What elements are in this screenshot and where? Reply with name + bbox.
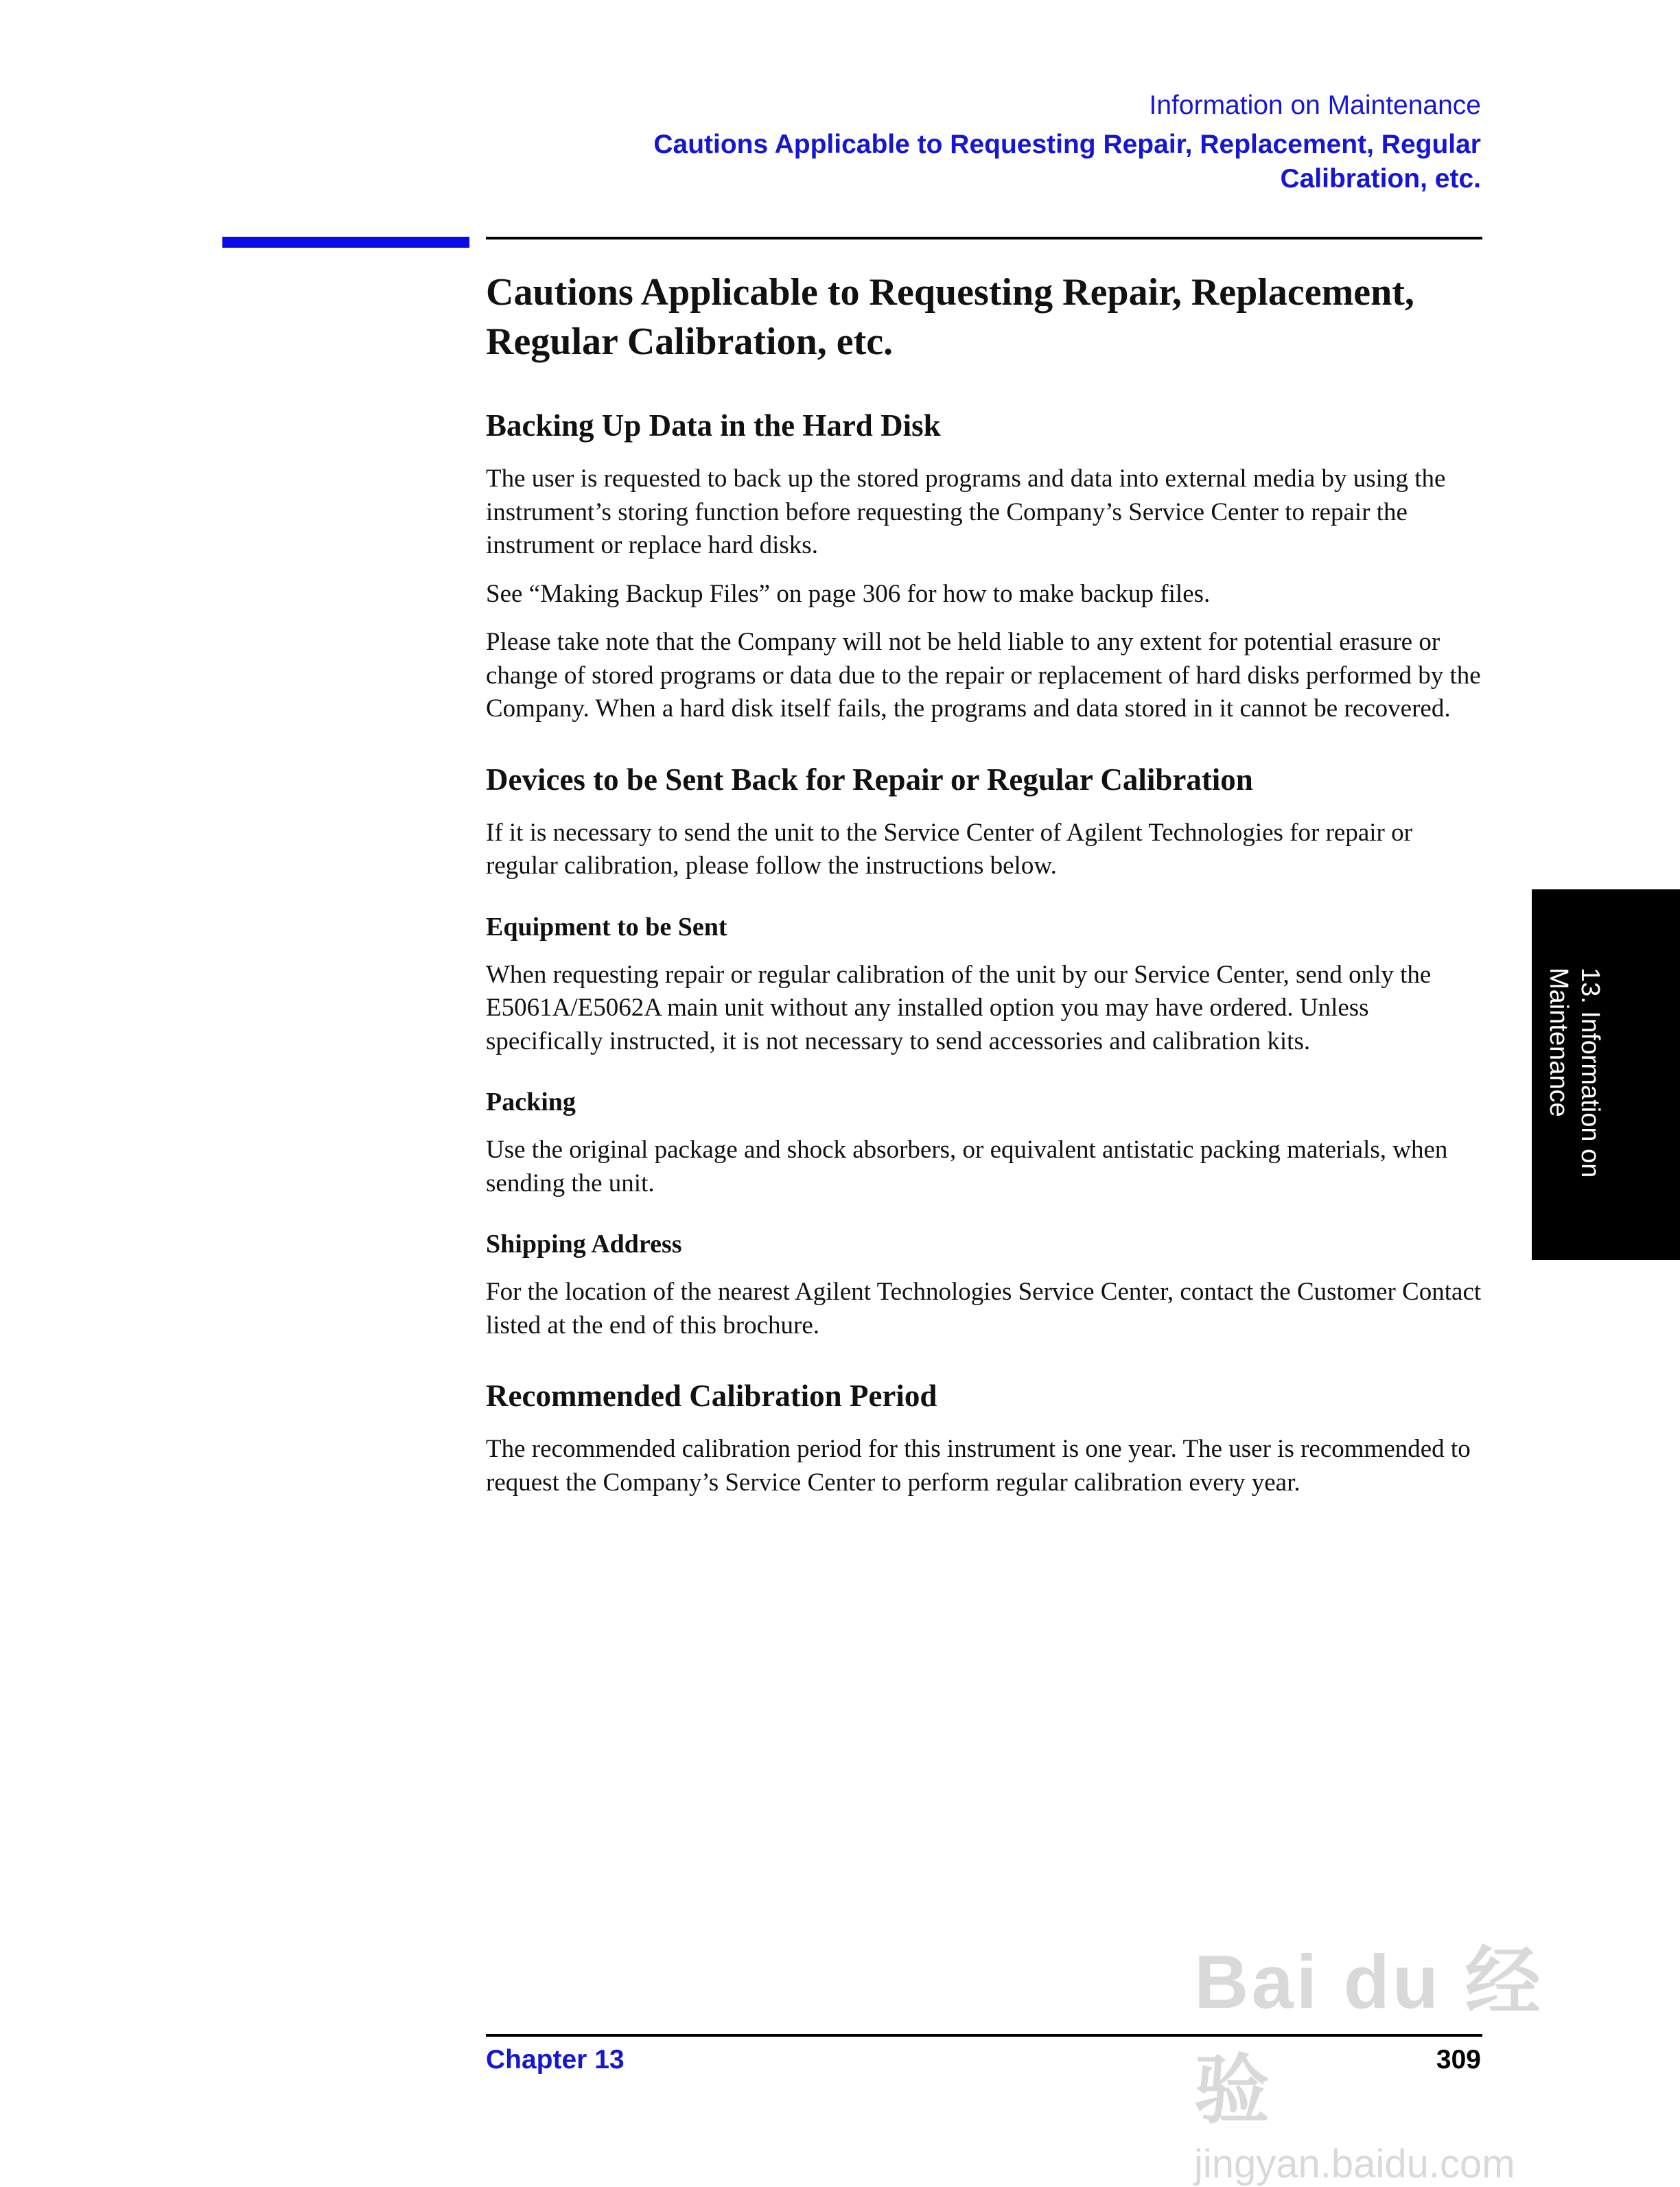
paragraph: If it is necessary to send the unit to the Service Center of Agilent Technologies for repair or regular calibration, please follow the instructions below. xyxy=(486,818,1412,880)
paragraph: Please take note that the Company will not be held liable to any extent for potential erasure or change of stored programs or data due to the repair or replacement of hard disks performed by the Company. When a hard disk itself fails, the programs and data stored in it cannot be recovered. xyxy=(486,628,1481,723)
page-title: Cautions Applicable to Requesting Repair, Replacement, Regular Calibration, etc. xyxy=(486,271,1414,363)
paragraph: The recommended calibration period for this instrument is one year. The user is recommended to request the Company’s Service Center to perform regular calibration every year. xyxy=(486,1435,1471,1497)
subsection-heading: Shipping Address xyxy=(486,1230,682,1259)
side-tab-line: Maintenance xyxy=(1544,968,1573,1117)
section-devices xyxy=(486,760,1488,1343)
section-backup xyxy=(486,406,1488,726)
paragraph: The user is requested to back up the stored programs and data into external media by using the instrument’s storing function before requesting the Company’s Service Center to repair the instrument or replace hard disks. xyxy=(486,465,1446,559)
running-header-title: Cautions Applicable to Requesting Repair, Replacement, Regular Calibration, etc. xyxy=(653,130,1481,194)
section-calibration-period xyxy=(486,1377,1488,1499)
paragraph: See “Making Backup Files” on page 306 for how to make backup files. xyxy=(486,579,1211,608)
running-header-section: Information on Maintenance xyxy=(1149,91,1481,120)
page-number: 309 xyxy=(1436,2045,1481,2074)
paragraph: When requesting repair or regular calibration of the unit by our Service Center, send only the E5061A/E5062A main unit without any installed option you may have ordered. Unless specifically instructed, it is not necessary to send accessories and calibration kits. xyxy=(486,960,1432,1055)
side-tab-line: 13. Information on xyxy=(1576,968,1605,1178)
section-heading: Devices to be Sent Back for Repair or Regular Calibration xyxy=(486,762,1253,797)
watermark-url: jingyan.baidu.com xyxy=(1194,2142,1515,2186)
paragraph: Use the original package and shock absorbers, or equivalent antistatic packing materials, when sending the unit. xyxy=(486,1136,1448,1197)
subsection-heading: Equipment to be Sent xyxy=(486,912,727,942)
chapter-side-tab-label xyxy=(1543,968,1606,1178)
subsection-heading: Packing xyxy=(486,1088,576,1116)
section-heading: Backing Up Data in the Hard Disk xyxy=(486,408,941,443)
main-content xyxy=(486,268,1488,1534)
header-accent-bar xyxy=(222,237,469,248)
paragraph: For the location of the nearest Agilent Technologies Service Center, contact the Customer Contact listed at the end of this brochure. xyxy=(486,1278,1482,1340)
footer-chapter: Chapter 13 xyxy=(486,2045,625,2074)
section-heading: Recommended Calibration Period xyxy=(486,1379,937,1413)
watermark-logo xyxy=(1194,1921,1578,2186)
header-rule xyxy=(486,237,1482,239)
watermark-text: Bai du 经验 xyxy=(1194,1940,1543,2133)
